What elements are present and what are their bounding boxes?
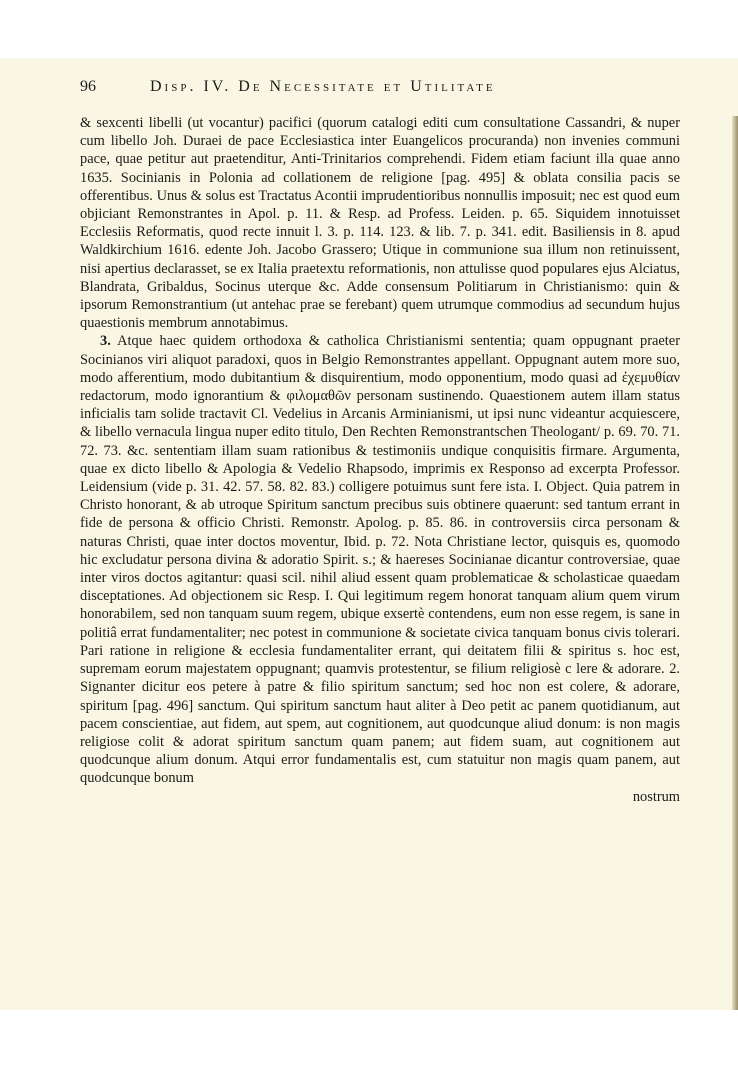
paragraph-text: Atque haec quidem orthodoxa & catholica Christianismi sententia; quam oppugnant praeter Socinianos viri aliquot paradoxi, quos in Belgio Remonstrantes appellant. Oppugnant autem more suo, modo afferentium, modo dubitantium & disquirentium, modo opponentium, modo quasi ad ἐχεμυθίαν redactorum, modo ignorantium & φιλομαθῶν personam sustinendo. Quaestionem autem illam status inficialis tam solide tractavit Cl. Vedelius in Arcanis Arminianismi, ut ipsi nunc videantur acquiescere, & libello vernacula lingua nuper edito titulo, Den Rechten Remonstrantschen Theologant/ p. 69. 70. 71. 72. 73. &c. sententiam illam suam rationibus & testimoniis undique conquisitis firmare. Argumenta, quae ex dicto libello & Apologia & Vedelio Rhapsodo, imprimis ex Responso ad excerpta Professor. Leidensium (vide p. 31. 42. 57. 58. 82. 83.) colligere potuimus sunt fere ista. I. Object. Quia patrem in Christo honorant, & ab utroque Spiritum sanctum precibus suis obtinere quaerunt: sed tantum errant in fide de persona & officio Christi. Remonstr. Apolog. p. 85. 86. in controversiis circa personam & naturas Christi, quae inter doctos moventur, Ibid. p. 72. Nota Christiane lector, quisquis es, quomodo hic excludatur persona divina & adoratio Spirit. s.; & haereses Socinianae dicantur controversiae, quae inter viros doctos agitantur: quasi scil. nihil aliud essent quam problematicae & scholasticae quaedam disceptationes. Ad objectionem sic Resp. I. Qui legitimum regem honorat tanquam alium quem virum honorabilem, sed non tanquam suum regem, ubique exsertè contendens, eum non esse regem, is sane in politiâ errat fundamentaliter; nec potest in communione & societate civica tanquam bonus civis tolerari. Pari ratione in religione & ecclesia fundamentaliter errant, qui deitatem filii & spiritus s. hoc est, supremam eorum majestatem oppugnant; quamvis protestentur, se filium religiosè c lere & adorare. 2. Signanter dicitur eos petere à patre & filio spiritum sanctum; sed hoc non est colere, & adorare, spiritum [pag. 496] sanctum. Qui spiritum sanctum haut aliter à Deo petit ac panem quotidianum, aut pacem conscientiae, aut fidem, aut spem, aut cognitionem, aut quodcunque aliud donum: is non magis religiose colit & adorat spiritum sanctum quam panem; aut fidem suam, aut cognitionem aut quodcunque alium donum. Atqui error fundamentalis est, cum statuitur non magis quam panem, aut quodcunque bonum (80, 333, 680, 787)
catchword: nostrum (632, 788, 680, 805)
bottom-margin (0, 1010, 738, 1068)
book-page (0, 58, 738, 1010)
page-edge-shadow (732, 116, 738, 1068)
paragraph: & sexcenti libelli (ut vocantur) pacifici (quorum catalogi editi cum consultatione Cassandri, & nuper cum libello Joh. Duraei de pace Ecclesiastica inter Euangelicos procuranda) non invenies communi pace, quae petitur aut praetenditur, Anti-Trinitarios comprehendi. Fidem etiam faciunt illa quae anno 1635. Socinianis in Polonia ad collationem de religione [pag. 495] & oblata consilia pacis se offerentibus. Unus & solus est Tractatus Acontii imprudentioribus nonnullis imposuit; nec est quod eum objiciant Remonstrantes in Apol. p. 11. & Resp. ad Profess. Leiden. p. 65. Siquidem innotuisset Ecclesiis Reformatis, quod recte innuit l. 3. p. 114. 123. & lib. 7. p. 341. edit. Basiliensis in 8. apud Waldkirchium 1616. edente Joh. Jacobo Grassero; Utique in communione sua illum non retinuissent, nisi apertius declarasset, se ex Italia praetextu reformationis, non attulisse quod populares ejus Alciatus, Blandrata, Gribaldus, Socinus uterque &c. Adde consensum Politiarum in Christianismo: quin & ipsorum Remonstrantium (ut antehac prae se ferebant) quem utrumque commodius ad secundum hujus quaestionis membrum annotabimus. (80, 115, 680, 332)
section-number: 3. (100, 333, 111, 350)
body-text (80, 114, 680, 806)
top-margin (0, 0, 738, 58)
page-number: 96 (80, 78, 96, 95)
running-title: Disp. IV. De Necessitate et Utilitate (150, 78, 496, 95)
page-header (80, 78, 680, 102)
paragraph (80, 332, 680, 787)
